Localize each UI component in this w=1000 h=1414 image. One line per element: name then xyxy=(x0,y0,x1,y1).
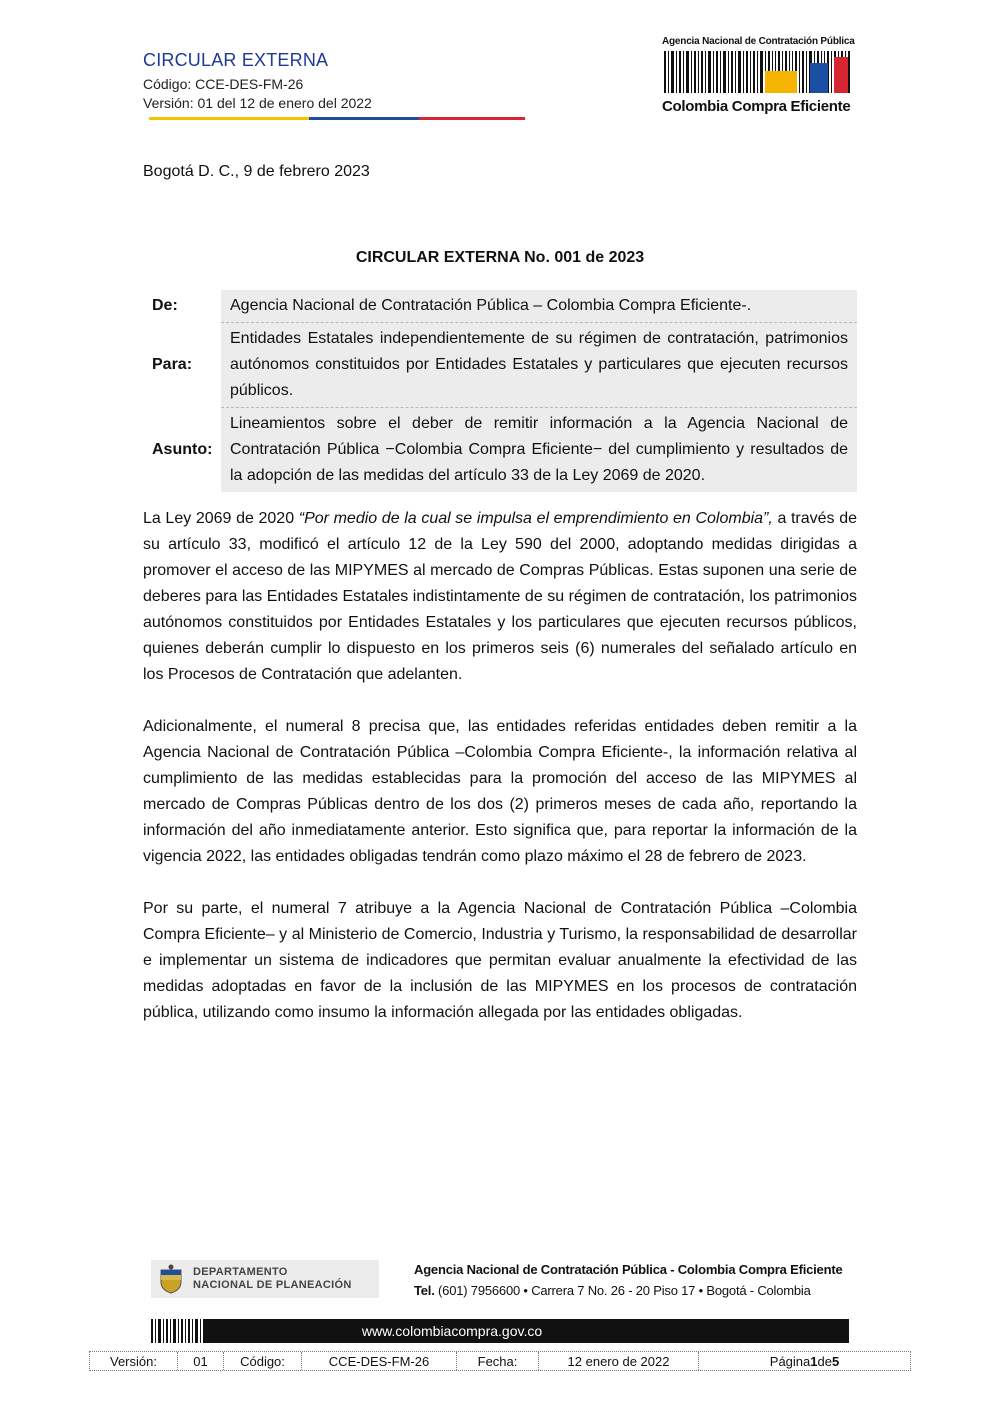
version-label: Versión: xyxy=(90,1352,178,1370)
logo-barcode-icon xyxy=(662,47,854,93)
dnp-logo xyxy=(151,1260,379,1298)
meta-label: De: xyxy=(152,297,178,314)
paragraph-1-rest: a través de su artículo 33, modificó el artículo 12 de la Ley 590 del 2000, adoptando medidas dirigidas a promover el acceso de las MIPYMES al mercado de Compras Públicas. Estas suponen una serie de deberes para las Entidades Estatales indistintamente de su régimen de contratación, los patrimonios autónomos constituidos por Entidades Estatales y los particulares que ejecuten recursos públicos, quienes deberán cumplir lo dispuesto en los primeros seis (6) numerales del señalado artículo en los Procesos de Contratación que adelanten. xyxy=(143,510,857,683)
footer-contact xyxy=(414,1283,811,1298)
law-title-quote: “Por medio de la cual se impulsa el emprendimiento en Colombia”, xyxy=(298,510,773,527)
dnp-name xyxy=(193,1266,352,1292)
meta-label: Asunto: xyxy=(152,440,213,458)
document-body xyxy=(143,506,857,1052)
meta-row-to xyxy=(143,322,857,407)
meta-row-subject xyxy=(143,407,857,492)
meta-value: Entidades Estatales independientemente de su régimen de contratación, patrimonios autónomos constituidos por Entidades Estatales y particulares que ejecuten recursos públicos. xyxy=(221,322,857,407)
colombia-compra-logo xyxy=(662,36,854,118)
footer-control-table xyxy=(89,1351,911,1371)
page-number xyxy=(699,1352,910,1370)
page-total: 5 xyxy=(831,1353,840,1369)
coat-of-arms-icon xyxy=(157,1264,185,1294)
paragraph-1 xyxy=(143,506,857,688)
website-link[interactable]: www.colombiacompra.gov.co xyxy=(205,1319,849,1343)
version-value: 01 xyxy=(178,1352,224,1370)
meta-label: Para: xyxy=(152,355,193,373)
document-version: Versión: 01 del 12 de enero del 2022 xyxy=(143,95,372,111)
code-value: CCE-DES-FM-26 xyxy=(302,1352,457,1370)
page-mid: de xyxy=(817,1353,832,1369)
footer-web-bar xyxy=(151,1319,849,1343)
dnp-line-2: NACIONAL DE PLANEACIÓN xyxy=(193,1279,352,1291)
logo-brand-text: Colombia Compra Eficiente xyxy=(662,98,851,115)
logo-agency-text: Agencia Nacional de Contratación Pública xyxy=(662,36,855,47)
circular-meta-table xyxy=(143,290,857,492)
page-current: 1 xyxy=(810,1353,818,1369)
paragraph-1-start: La Ley 2069 de 2020 xyxy=(143,510,299,527)
paragraph-3: Por su parte, el numeral 7 atribuye a la Agencia Nacional de Contratación Pública –Colombia Compra Eficiente– y al Ministerio de Comercio, Industria y Turismo, la responsabilidad de desarrollar e implementar un sistema de indicadores que permitan evaluar anualmente la efectividad de las medidas adoptadas en favor de la inclusión de las MIPYMES en los procesos de contratación pública, utilizando como insumo la información allegada por las entidades obligadas. xyxy=(143,900,857,1021)
meta-value: Agencia Nacional de Contratación Pública – Colombia Compra Eficiente-. xyxy=(221,290,857,322)
circular-title: CIRCULAR EXTERNA No. 001 de 2023 xyxy=(355,249,645,266)
tel-label: Tel. xyxy=(414,1283,435,1298)
page-prefix: Página xyxy=(769,1353,811,1369)
code-label: Código: xyxy=(224,1352,302,1370)
header-color-bar xyxy=(143,117,525,120)
date-value: 12 enero de 2022 xyxy=(539,1352,699,1370)
document-date: Bogotá D. C., 9 de febrero 2023 xyxy=(143,163,370,180)
meta-value: Lineamientos sobre el deber de remitir información a la Agencia Nacional de Contratación Pública −Colombia Compra Eficiente− del cumplimiento y resultados de la adopción de las medidas del artículo 33 de la Ley 2069 de 2020. xyxy=(221,407,857,492)
document-type-title: CIRCULAR EXTERNA xyxy=(143,50,329,70)
contact-details: (601) 7956600 • Carrera 7 No. 26 - 20 Piso 17 • Bogotá - Colombia xyxy=(434,1283,811,1298)
date-label: Fecha: xyxy=(457,1352,539,1370)
dnp-line-1: DEPARTAMENTO xyxy=(193,1266,288,1278)
footer-agency-name: Agencia Nacional de Contratación Pública - Colombia Compra Eficiente xyxy=(414,1262,843,1277)
document-code: Código: CCE-DES-FM-26 xyxy=(143,76,304,92)
footer-barcode-icon xyxy=(151,1319,205,1343)
meta-row-from xyxy=(143,290,857,322)
paragraph-2: Adicionalmente, el numeral 8 precisa que, las entidades referidas entidades deben remitir a la Agencia Nacional de Contratación Pública –Colombia Compra Eficiente-, la información relativa al cumplimiento de las medidas establecidas para la promoción del acceso de las MIPYMES al mercado de Compras Públicas dentro de los dos (2) primeros meses de cada año, reportando la información del año inmediatamente anterior. Esto significa que, para reportar la información de la vigencia 2022, las entidades obligadas tendrán como plazo máximo el 28 de febrero de 2023. xyxy=(143,718,857,865)
